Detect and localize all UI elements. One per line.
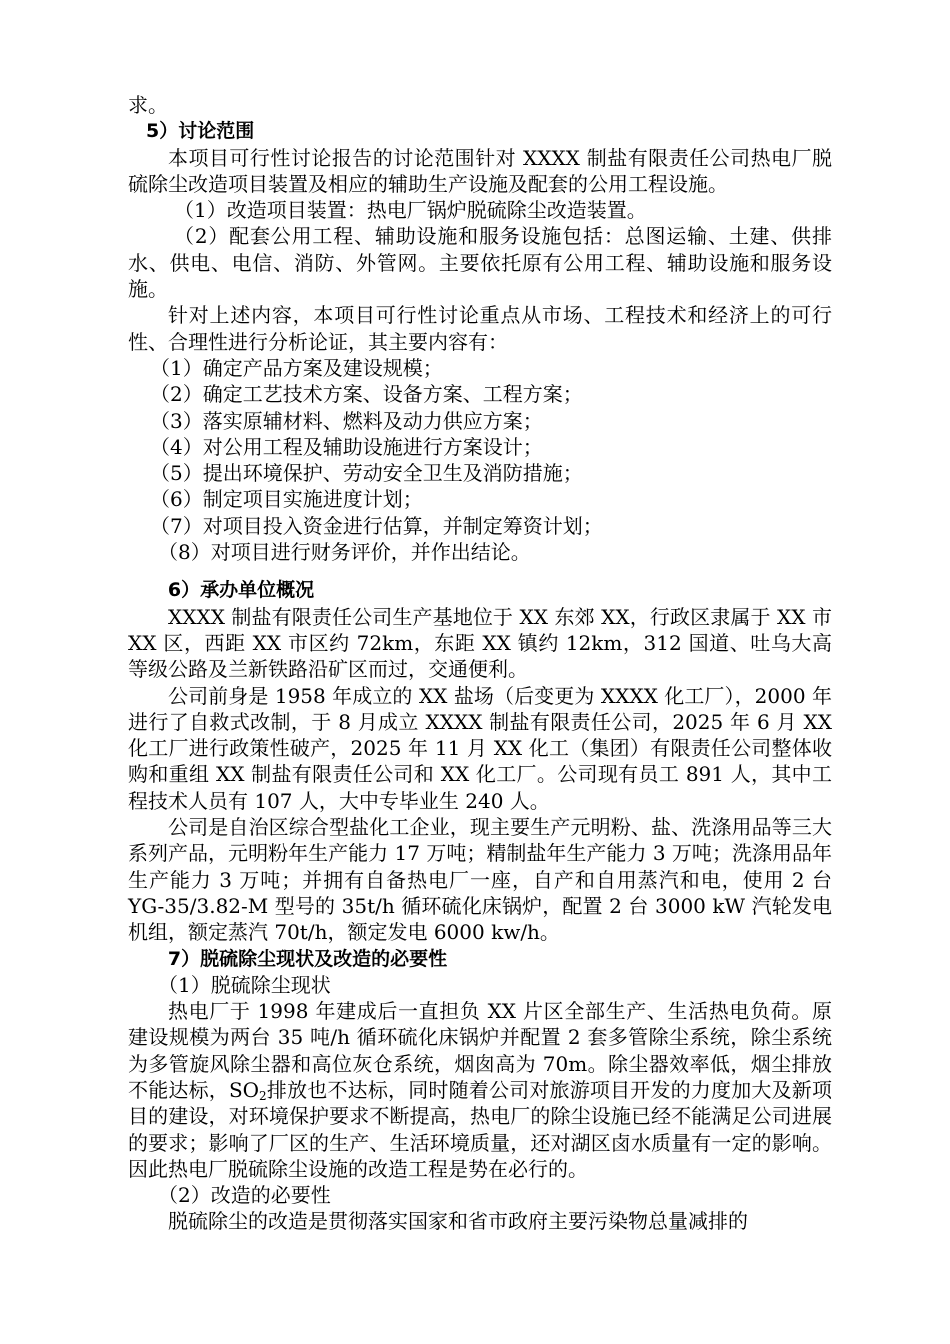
paragraph-status-part-2: 排放也不达标，同时随着公司对旅游项目开发的力度加大及新项目的建设，对环境保护要求不断提高，热电厂的除尘设施已经不能满足公司进展的要求；影响了厂区的生产、生活环境质量，还对湖区卤水质量有一定的影响。因此热电厂脱硫除尘设施的改造工程是势在必行的。 — [128, 1077, 832, 1181]
so2-subscript: 2 — [259, 1088, 267, 1103]
subsection-heading-necessity: （2）改造的必要性 — [158, 1183, 331, 1208]
list-item: （5）提出环境保护、劳动安全卫生及消防措施； — [150, 461, 583, 486]
paragraph-feasibility: 针对上述内容，本项目可行性讨论重点从市场、工程技术和经济上的可行性、合理性进行分析论证，其主要内容有： — [128, 303, 832, 354]
paragraph-company-products: 公司是自治区综合型盐化工企业，现主要生产元明粉、盐、洗涤用品等三大系列产品，元明粉年生产能力 17 万吨；精制盐年生产能力 3 万吨；洗涤用品年生产能力 3 万吨；并拥有自备热电厂一座，自产和自用蒸汽和电，使用 2 台 YG-35/3.82-M 型号的 35t/h 循环硫化床锅炉，配置 2 台 3000 kW 汽轮发电机组，额定蒸汽 70t/h，额定发电 6000 kw/h。 — [128, 815, 832, 945]
list-item: （1）确定产品方案及建设规模； — [150, 355, 443, 380]
paragraph-status-part-1: 热电厂于 1998 年建成后一直担负 XX 片区全部生产、生活热电负荷。原建设规模为两台 35 吨/h 循环硫化床锅炉并配置 2 套多管除尘系统，除尘系统为多管旋风除尘器和高位灰仓系统，烟囱高为 70m。除尘器效率低，烟尘排放不能达标，SO — [128, 999, 832, 1102]
section-heading-5: 5）讨论范围 — [146, 120, 255, 143]
section-heading-6: 6）承办单位概况 — [167, 579, 315, 602]
list-item: （6）制定项目实施进度计划； — [150, 487, 423, 512]
list-item: （3）落实原辅材料、燃料及动力供应方案； — [150, 408, 543, 433]
paragraph-company-location: XXXX 制盐有限责任公司生产基地位于 XX 东郊 XX，行政区隶属于 XX 市 XX 区，西距 XX 市区约 72km，东距 XX 镇约 12km，312 国道、吐乌大高等级公路及兰新铁路沿矿区而过，交通便利。 — [128, 604, 832, 682]
list-item: （2）确定工艺技术方案、设备方案、工程方案； — [150, 382, 583, 407]
subsection-heading-status: （1）脱硫除尘现状 — [158, 972, 331, 997]
paragraph-scope-item-1: （1）改造项目装置：热电厂锅炉脱硫除尘改造装置。 — [174, 198, 647, 223]
paragraph-company-history: 公司前身是 1958 年成立的 XX 盐场（后变更为 XXXX 化工厂），2000 年进行了自救式改制，于 8 月成立 XXXX 制盐有限责任公司，2025 年 6 月 XX 化工厂进行政策性破产，2025 年 11 月 XX 化工（集团）有限责任公司整体收购和重组 XX 制盐有限责任公司和 XX 化工厂。公司现有员工 891 人，其中工程技术人员有 107 人，大中专毕业生 240 人。 — [128, 683, 832, 813]
list-item: （4）对公用工程及辅助设施进行方案设计； — [150, 434, 543, 459]
list-item: （7）对项目投入资金进行估算，并制定筹资计划； — [150, 513, 603, 538]
paragraph-scope: 本项目可行性讨论报告的讨论范围针对 XXXX 制盐有限责任公司热电厂脱硫除尘改造项目装置及相应的辅助生产设施及配套的公用工程设施。 — [128, 145, 832, 196]
paragraph-continuation: 求。 — [128, 93, 168, 117]
paragraph-necessity: 脱硫除尘的改造是贯彻落实国家和省市政府主要污染物总量减排的 — [168, 1209, 748, 1234]
section-heading-7: 7）脱硫除尘现状及改造的必要性 — [167, 947, 448, 970]
list-item: （8）对项目进行财务评价，并作出结论。 — [158, 540, 531, 565]
paragraph-status — [128, 998, 832, 1182]
document-body — [128, 92, 832, 1235]
paragraph-scope-item-2: （2）配套公用工程、辅助设施和服务设施包括：总图运输、土建、供排水、供电、电信、消防、外管网。主要依托原有公用工程、辅助设施和服务设施。 — [128, 224, 832, 302]
